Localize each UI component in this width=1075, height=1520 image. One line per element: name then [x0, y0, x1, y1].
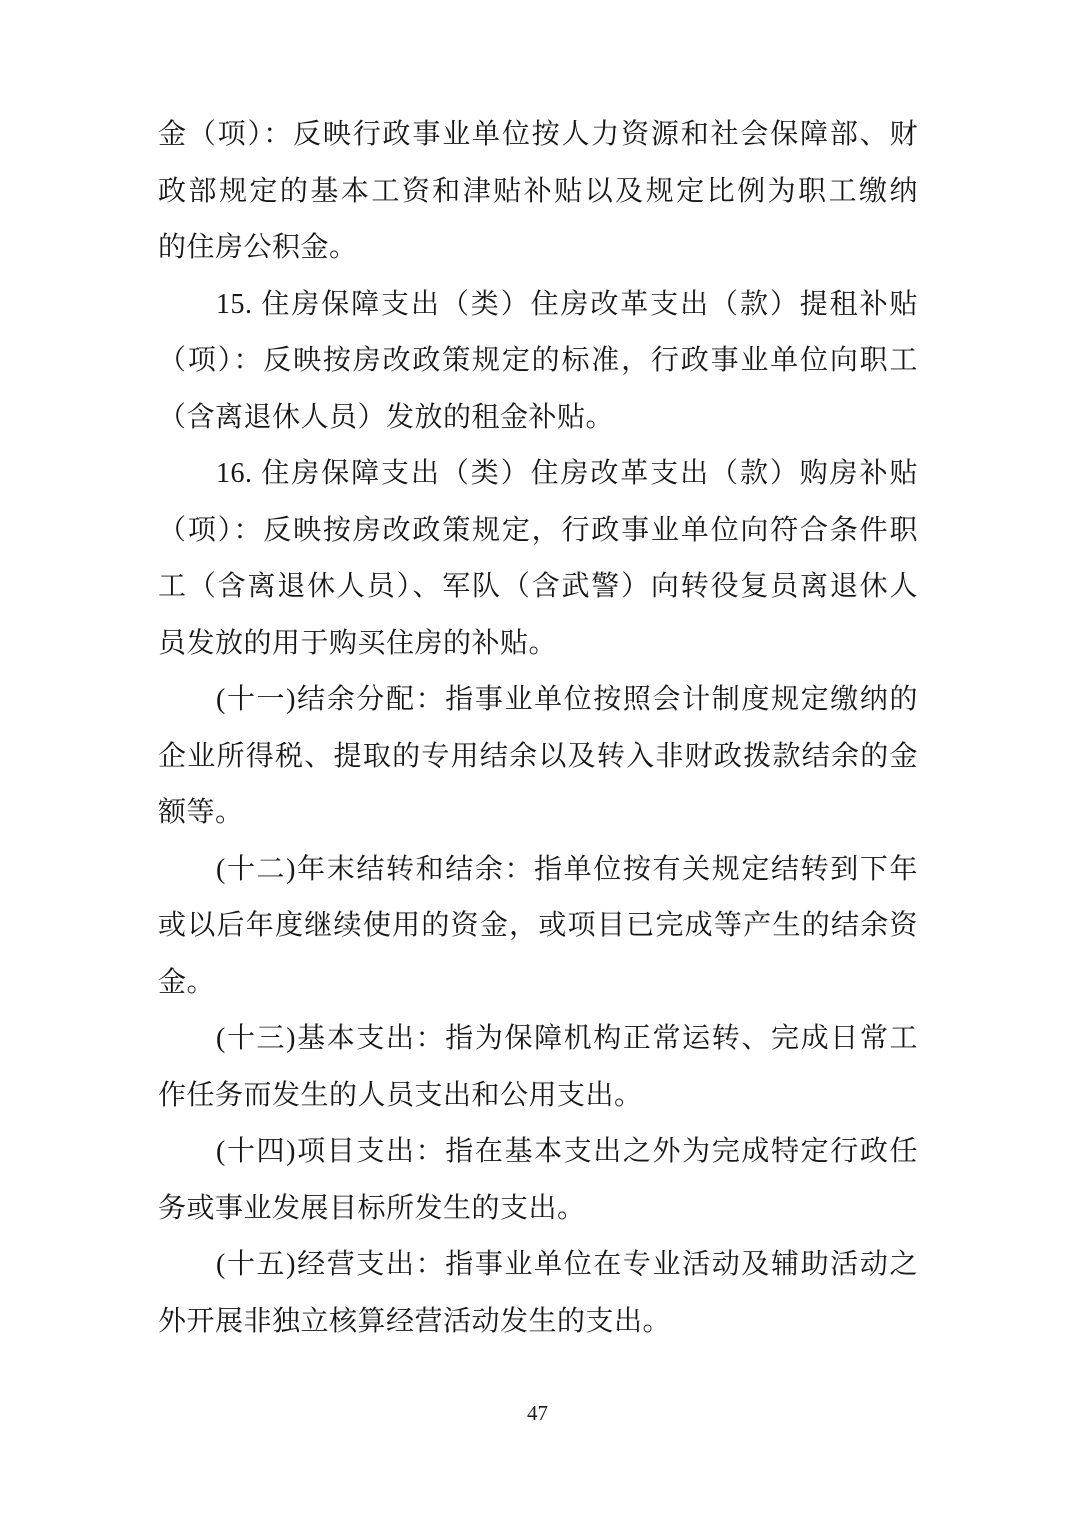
text-line: (十四)项目支出：指在基本支出之外为完成特定行政任 — [216, 1136, 918, 1167]
text-line: 务或事业发展目标所发生的支出。 — [158, 1192, 586, 1224]
text-line: 额等。 — [158, 797, 244, 828]
paragraph — [158, 842, 918, 1012]
text-line: 或以后年度继续使用的资金，或项目已完成等产生的结余资 — [158, 910, 918, 941]
paragraph — [158, 446, 918, 672]
text-line: （含离退休人员）发放的租金补贴。 — [158, 401, 615, 433]
text-line: (十二)年末结转和结余：指单位按有关规定结转到下年 — [216, 853, 918, 885]
text-line: （项）：反映按房改政策规定，行政事业单位向符合条件职 — [158, 514, 918, 546]
text-line: (十五)经营支出：指事业单位在专业活动及辅助活动之 — [216, 1249, 918, 1280]
text-line: 员发放的用于购买住房的补贴。 — [158, 627, 558, 659]
text-line: 的住房公积金。 — [158, 232, 358, 263]
text-line: 16. 住房保障支出（类）住房改革支出（款）购房补贴 — [216, 458, 918, 489]
document-body — [158, 107, 918, 1350]
text-line: 工（含离退休人员）、军队（含武警）向转役复员离退休人 — [158, 571, 918, 602]
text-line: 金（项）：反映行政事业单位按人力资源和社会保障部、财 — [158, 119, 918, 150]
text-line: 作任务而发生的人员支出和公用支出。 — [158, 1079, 643, 1111]
paragraph — [158, 107, 918, 277]
paragraph — [158, 672, 918, 842]
text-line: 外开展非独立核算经营活动发生的支出。 — [158, 1305, 672, 1337]
text-line: 金。 — [158, 966, 216, 998]
paragraph — [158, 1011, 918, 1124]
text-line: (十三)基本支出：指为保障机构正常运转、完成日常工 — [216, 1023, 918, 1054]
text-line: 企业所得税、提取的专用结余以及转入非财政拨款结余的金 — [158, 740, 918, 772]
page-number: 47 — [527, 1401, 548, 1425]
paragraph — [158, 277, 918, 447]
text-line: (十一)结余分配：指事业单位按照会计制度规定缴纳的 — [216, 684, 918, 715]
paragraph — [158, 1237, 918, 1350]
paragraph — [158, 1124, 918, 1237]
text-line: （项）：反映按房改政策规定的标准，行政事业单位向职工 — [158, 345, 918, 376]
text-line: 政部规定的基本工资和津贴补贴以及规定比例为职工缴纳 — [158, 175, 918, 207]
text-line: 15. 住房保障支出（类）住房改革支出（款）提租补贴 — [216, 288, 918, 320]
